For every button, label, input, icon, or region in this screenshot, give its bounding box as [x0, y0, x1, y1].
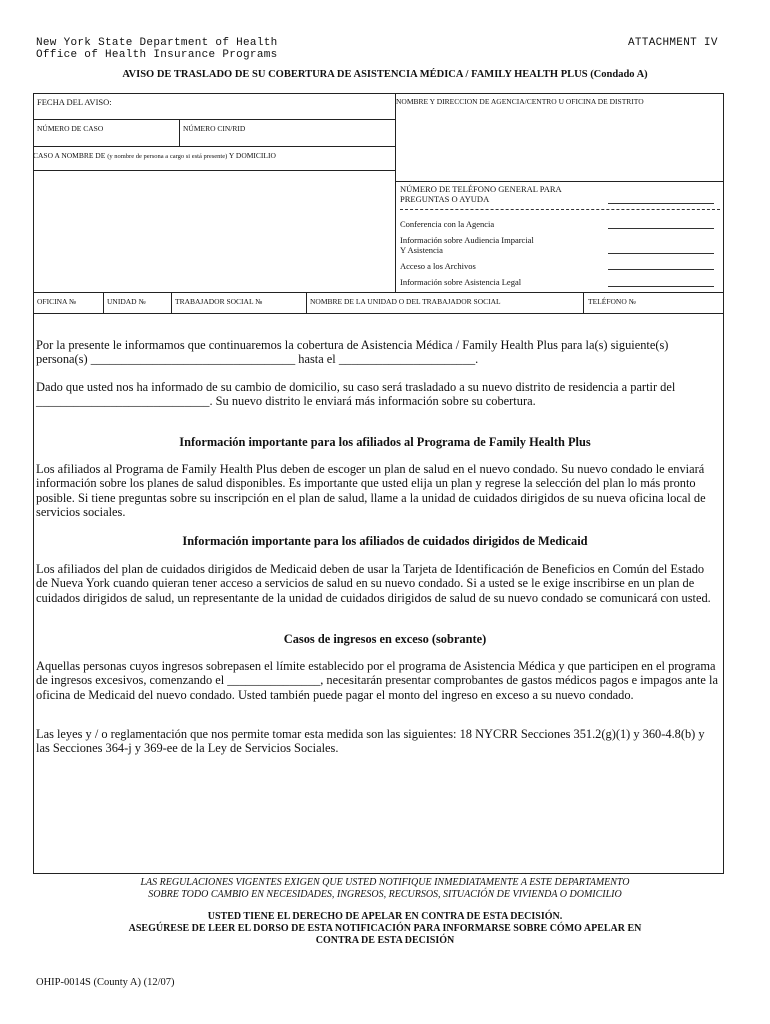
appeal-notice-3: CONTRA DE ESTA DECISIÓN	[315, 935, 455, 946]
agency-name: New York State Department of Health	[36, 37, 278, 49]
case-number-label: NÚMERO DE CASO	[37, 124, 104, 133]
phone-number-label: TELÉFONO №	[588, 297, 636, 306]
legal-basis-paragraph: Las leyes y / o reglamentación que nos permite tomar esta medida son las siguientes: 18 NYCRR Secciones 351.2(g)(1) y 360-4.8(b) y las Secciones 364-j y 369-ee de la Ley de Servicios Sociales.	[36, 727, 705, 756]
form-id: OHIP-0014S (County A) (12/07)	[36, 977, 175, 988]
divider	[33, 146, 395, 147]
office-name: Office of Health Insurance Programs	[36, 49, 278, 61]
general-phone-label-1: NÚMERO DE TELÉFONO GENERAL PARA	[400, 184, 562, 194]
attachment-label: ATTACHMENT IV	[628, 37, 718, 49]
divider	[583, 292, 584, 313]
hearing-info-label-1: Información sobre Audiencia Imparcial	[400, 235, 534, 245]
unit-name-label: NOMBRE DE LA UNIDAD O DEL TRABAJADOR SOCIAL	[310, 297, 501, 306]
continuation-paragraph: Por la presente le informamos que continuaremos la cobertura de Asistencia Médica / Family Health Plus para la(s) siguiente(s) persona(s) _________________________________ hasta el ______________________.	[36, 338, 669, 367]
regulation-notice-1: LAS REGULACIONES VIGENTES EXIGEN QUE USTED NOTIFIQUE INMEDIATAMENTE A ESTE DEPARTAMENTO	[140, 877, 630, 888]
excess-income-paragraph: Aquellas personas cuyos ingresos sobrepasen el límite establecido por el programa de Asistencia Médica y que participen en el programa de ingresos excesivos, comenzando el _______________, necesitarán presentar comprobantes de gastos médicos pagos e impagos ante la oficina de Medicaid del nuevo condado. Usted también puede pagar el monto del ingreso en exceso a su nuevo condado.	[36, 659, 718, 702]
legal-aid-label: Información sobre Asistencia Legal	[400, 277, 522, 287]
records-access-line	[608, 269, 714, 270]
general-phone-line	[608, 203, 714, 204]
divider	[306, 292, 307, 313]
general-phone-label-2: PREGUNTAS O AYUDA	[400, 194, 490, 204]
divider	[33, 119, 395, 120]
appeal-notice-1: USTED TIENE EL DERECHO DE APELAR EN CONTRA DE ESTA DECISIÓN.	[207, 911, 563, 922]
case-name-label	[33, 151, 276, 161]
divider	[33, 313, 724, 314]
divider	[179, 119, 180, 146]
page-title: AVISO DE TRASLADO DE SU COBERTURA DE ASISTENCIA MÉDICA / FAMILY HEALTH PLUS (Condado A)	[122, 69, 648, 80]
transfer-paragraph: Dado que usted nos ha informado de su cambio de domicilio, su caso será trasladado a su nuevo distrito de residencia a partir del ____________________________. Su nuevo distrito le enviará más información sobre su cobertura.	[36, 380, 676, 409]
hearing-info-label-2: Y Asistencia	[400, 245, 443, 255]
agency-address-label: NOMBRE Y DIRECCION DE AGENCIA/CENTRO U OFICINA DE DISTRITO	[396, 97, 644, 106]
unit-number-label: UNIDAD №	[107, 297, 146, 306]
social-worker-label: TRABAJADOR SOCIAL №	[175, 297, 263, 306]
office-number-label: OFICINA №	[37, 297, 77, 306]
excess-income-title: Casos de ingresos en exceso (sobrante)	[283, 632, 487, 646]
regulation-notice-2: SOBRE TODO CAMBIO EN NECESIDADES, INGRESOS, RECURSOS, SITUACIÓN DE VIVIENDA O DOMICILIO	[148, 889, 622, 900]
divider	[33, 170, 395, 171]
hearing-info-line	[608, 253, 714, 254]
case-name-end: Y DOMICILIO	[228, 151, 276, 160]
notice-date-label: FECHA DEL AVISO:	[37, 97, 112, 107]
agency-header	[36, 37, 278, 61]
agency-conference-line	[608, 228, 714, 229]
legal-aid-line	[608, 286, 714, 287]
divider	[395, 181, 724, 182]
divider	[171, 292, 172, 313]
case-name-text: CASO A NOMBRE DE	[33, 151, 106, 160]
records-access-label: Acceso a los Archivos	[400, 261, 476, 271]
dashed-separator	[400, 209, 720, 210]
case-name-note: (y nombre de persona a cargo si está presente)	[107, 153, 228, 160]
appeal-notice-2: ASEGÚRESE DE LEER EL DORSO DE ESTA NOTIFICACIÓN PARA INFORMARSE SOBRE CÓMO APELAR EN	[128, 923, 642, 934]
divider	[395, 93, 396, 292]
cin-number-label: NÚMERO CIN/RID	[183, 124, 246, 133]
divider	[103, 292, 104, 313]
fhp-paragraph: Los afiliados al Programa de Family Health Plus deben de escoger un plan de salud en el nuevo condado. Su nuevo condado le enviará información sobre los planes de salud disponibles. Es importante que usted elija un plan y regrese la selección del plan lo más pronto posible. Si tiene preguntas sobre su inscripción en el plan de salud, llame a la unidad de cuidados dirigidos de su nueva oficina local de servicios sociales.	[36, 462, 706, 520]
fhp-section-title: Información importante para los afiliados al Programa de Family Health Plus	[179, 435, 591, 449]
agency-conference-label: Conferencia con la Agencia	[400, 219, 495, 229]
medicaid-paragraph: Los afiliados del plan de cuidados dirigidos de Medicaid deben de usar la Tarjeta de Identificación de Beneficios en Común del Estado de Nueva York cuando quieran tener acceso a servicios de salud en su nuevo condado. Si a usted se le exige inscribirse en un plan de cuidados dirigidos de salud, un representante de la unidad de cuidados dirigidos de salud de su nuevo condado se comunicará con usted.	[36, 562, 711, 605]
medicaid-section-title: Información importante para los afiliados de cuidados dirigidos de Medicaid	[182, 534, 588, 548]
divider	[33, 292, 724, 293]
